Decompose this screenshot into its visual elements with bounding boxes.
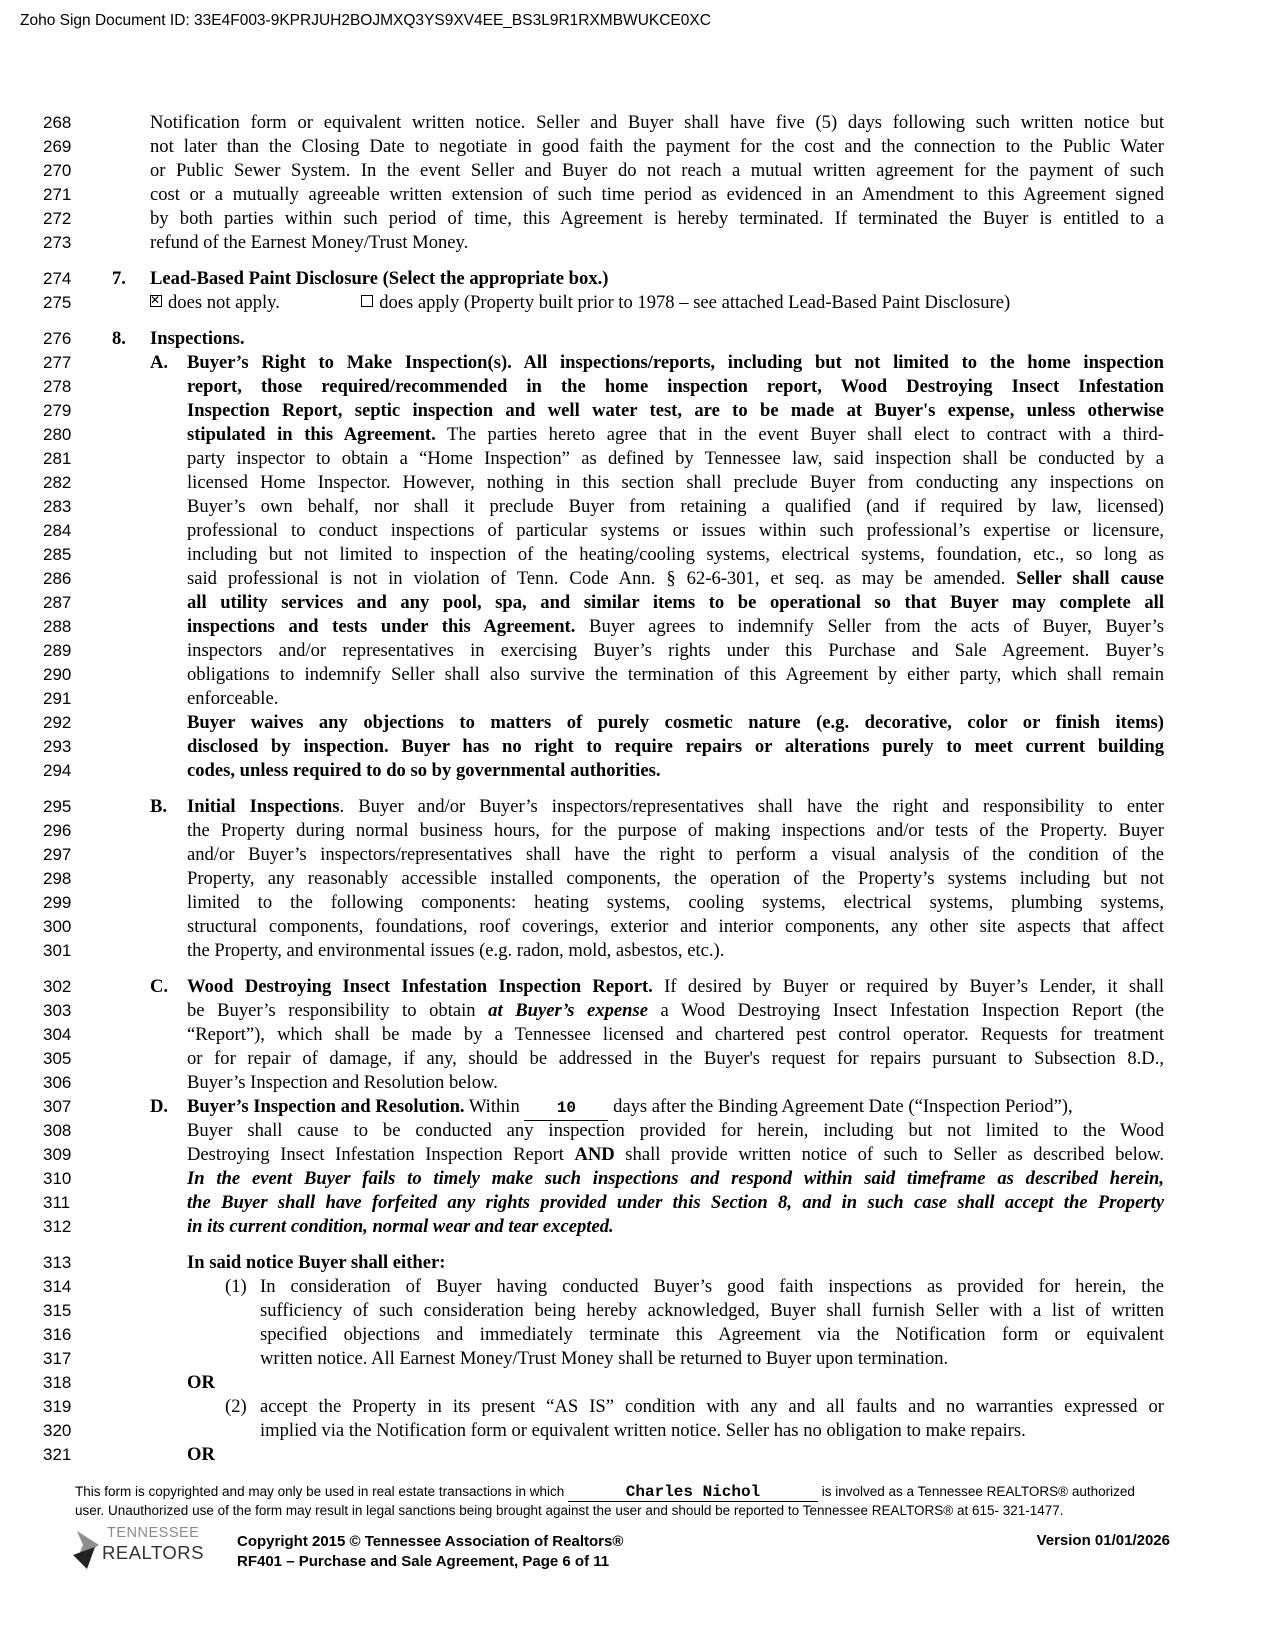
line-text: Buyer waives any objections to matters of purely cosmetic nature (e.g. decorative, color or finish items) <box>187 712 1164 733</box>
line-number: 286 <box>43 569 72 588</box>
line-289 <box>0 639 1275 663</box>
line-271 <box>0 183 1275 207</box>
logo-text-top: TENNESSEE <box>107 1525 200 1541</box>
line-number: 271 <box>43 185 72 204</box>
line-282 <box>0 471 1275 495</box>
document-body <box>0 111 1275 1467</box>
line-314 <box>0 1275 1275 1299</box>
line-281 <box>0 447 1275 471</box>
notice-text: This form is copyrighted and may only be used in real estate transactions in which <box>75 1484 568 1499</box>
copyright-block <box>237 1532 623 1572</box>
line-number: 296 <box>43 821 72 840</box>
plain-text: Buyer agrees to indemnify Seller from the acts of Buyer, Buyer’s <box>575 616 1164 637</box>
line-text: disclosed by inspection. Buyer has no right to require repairs or alterations purely to meet current building <box>187 736 1164 757</box>
line-308 <box>0 1119 1275 1143</box>
line-number: 290 <box>43 665 72 684</box>
line-number: 309 <box>43 1145 72 1164</box>
bold-text: AND <box>574 1144 615 1165</box>
copyright-notice <box>75 1483 1205 1519</box>
bold-text: inspections and tests under this Agreement. <box>187 616 576 637</box>
line-273 <box>0 231 1275 255</box>
line-288 <box>0 615 1275 639</box>
line-text: enforceable. <box>187 688 279 709</box>
line-number: 321 <box>43 1445 72 1464</box>
bold-italic-text: at Buyer’s expense <box>488 1000 648 1021</box>
line-text: inspectors and/or representatives in exercising Buyer’s rights under this Purchase and Sale Agreement. Buyer’s <box>187 640 1164 661</box>
line-text: Buyer shall cause to be conducted any inspection provided for herein, including but not limited to the Wood <box>187 1120 1164 1141</box>
line-number: 300 <box>43 917 72 936</box>
inspection-days-field[interactable]: 10 <box>524 1101 608 1121</box>
does-not-apply-label: does not apply. <box>168 292 280 313</box>
line-text: report, those required/recommended in the home inspection report, Wood Destroying Insect Infestation <box>187 376 1164 397</box>
line-number: 293 <box>43 737 72 756</box>
line-310 <box>0 1167 1275 1191</box>
line-number: 284 <box>43 521 72 540</box>
line-text: In consideration of Buyer having conducted Buyer’s good faith inspections as provided for herein, the <box>260 1276 1164 1297</box>
line-301 <box>0 939 1275 963</box>
bold-text: Wood Destroying Insect Infestation Inspection Report. <box>187 976 653 997</box>
line-295 <box>0 795 1275 819</box>
line-286 <box>0 567 1275 591</box>
line-text: Buyer’s Inspection and Resolution below. <box>187 1072 498 1093</box>
line-number: 277 <box>43 353 72 372</box>
line-311 <box>0 1191 1275 1215</box>
line-number: 283 <box>43 497 72 516</box>
line-number: 305 <box>43 1049 72 1068</box>
plain-text: Destroying Insect Infestation Inspection Report <box>187 1144 575 1165</box>
line-text <box>187 567 1164 591</box>
line-number: 319 <box>43 1397 72 1416</box>
line-text: including but not limited to inspection of the heating/cooling systems, electrical systems, foundation, etc., so long as <box>187 544 1164 565</box>
line-text: by both parties within such period of time, this Agreement is hereby terminated. If terminated the Buyer is entitled to a <box>150 208 1164 229</box>
line-320 <box>0 1419 1275 1443</box>
line-text: and/or Buyer’s inspectors/representatives shall have the right to perform a visual analysis of the condition of the <box>187 844 1164 865</box>
line-298 <box>0 867 1275 891</box>
line-text: Buyer’s Right to Make Inspection(s). All inspections/reports, including but not limited to the home inspection <box>187 352 1164 373</box>
line-text: cost or a mutually agreeable written extension of such time period as evidenced in an Amendment to this Agreement signed <box>150 184 1164 205</box>
line-number: 279 <box>43 401 72 420</box>
line-text <box>187 615 1164 639</box>
line-number: 298 <box>43 869 72 888</box>
line-text: or Public Sewer System. In the event Seller and Buyer do not reach a mutual written agreement for the payment of such <box>150 160 1164 181</box>
line-number: 292 <box>43 713 72 732</box>
line-text: In the event Buyer fails to timely make such inspections and respond within said timeframe as described herein, <box>187 1168 1164 1189</box>
line-number: 311 <box>43 1193 71 1212</box>
line-text <box>187 423 1164 447</box>
line-321 <box>0 1443 1275 1467</box>
line-285 <box>0 543 1275 567</box>
line-text <box>187 975 1164 999</box>
plain-text: If desired by Buyer or required by Buyer’s Lender, it shall <box>652 976 1164 997</box>
line-text: specified objections and immediately terminate this Agreement via the Notification form or equivalent <box>260 1324 1164 1345</box>
line-number: 282 <box>43 473 72 492</box>
line-number: 275 <box>43 293 72 312</box>
lead-paint-options <box>150 291 1164 315</box>
line-number: 269 <box>43 137 72 156</box>
line-274 <box>0 267 1275 291</box>
bold-text: Buyer’s Inspection and Resolution. <box>187 1096 465 1117</box>
line-text: Notification form or equivalent written notice. Seller and Buyer shall have five (5) days following such written notice but <box>150 112 1164 133</box>
tennessee-realtors-logo <box>73 1525 208 1573</box>
line-number: 291 <box>43 689 72 708</box>
line-number: 268 <box>43 113 72 132</box>
line-279 <box>0 399 1275 423</box>
line-text: the Property, and environmental issues (e.g. radon, mold, asbestos, etc.). <box>187 940 725 961</box>
line-text: Inspection Report, septic inspection and well water test, are to be made at Buyer's expense, unless otherwise <box>187 400 1164 421</box>
section-number: 8. <box>112 328 126 349</box>
line-296 <box>0 819 1275 843</box>
line-319 <box>0 1395 1275 1419</box>
line-316 <box>0 1323 1275 1347</box>
line-number: 299 <box>43 893 72 912</box>
line-318 <box>0 1371 1275 1395</box>
line-309 <box>0 1143 1275 1167</box>
line-number: 306 <box>43 1073 72 1092</box>
bold-text: stipulated in this Agreement. <box>187 424 436 445</box>
line-315 <box>0 1299 1275 1323</box>
subsection-mark: B. <box>150 796 168 817</box>
line-text: the Property during normal business hours, for the purpose of making inspections and/or tests of the Property. Buyer <box>187 820 1164 841</box>
line-292 <box>0 711 1275 735</box>
line-text <box>187 795 1164 819</box>
line-312 <box>0 1215 1275 1239</box>
form-title: RF401 – Purchase and Sale Agreement, Page 6 of 11 <box>237 1553 610 1570</box>
line-number: 301 <box>43 941 72 960</box>
logo-text-bottom: REALTORS <box>102 1542 205 1563</box>
line-number: 317 <box>43 1349 72 1368</box>
line-number: 272 <box>43 209 72 228</box>
line-287 <box>0 591 1275 615</box>
line-275 <box>0 291 1275 315</box>
line-291 <box>0 687 1275 711</box>
line-number: 287 <box>43 593 72 612</box>
line-number: 318 <box>43 1373 72 1392</box>
line-number: 308 <box>43 1121 72 1140</box>
line-276 <box>0 327 1275 351</box>
line-280 <box>0 423 1275 447</box>
line-294 <box>0 759 1275 783</box>
plain-text: a Wood Destroying Insect Infestation Inspection Report (the <box>647 1000 1164 1021</box>
line-number: 303 <box>43 1001 72 1020</box>
line-269 <box>0 135 1275 159</box>
plain-text: Within <box>464 1096 525 1117</box>
line-text <box>187 1143 1164 1167</box>
bold-text: Seller shall cause <box>1016 568 1164 589</box>
line-number: 285 <box>43 545 72 564</box>
line-text: structural components, foundations, roof coverings, exterior and interior components, any other site aspects that affect <box>187 916 1164 937</box>
licensee-name-field[interactable]: Charles Nichol <box>568 1485 818 1502</box>
line-number: 314 <box>43 1277 72 1296</box>
subsection-mark: A. <box>150 352 169 373</box>
line-299 <box>0 891 1275 915</box>
line-text: OR <box>187 1444 215 1465</box>
line-number: 316 <box>43 1325 72 1344</box>
notice-text: is involved as a Tennessee REALTORS® authorized <box>818 1484 1135 1499</box>
line-278 <box>0 375 1275 399</box>
version-label: Version 01/01/2026 <box>1036 1532 1170 1549</box>
subsection-mark: D. <box>150 1096 169 1117</box>
line-number: 280 <box>43 425 72 444</box>
line-number: 297 <box>43 845 72 864</box>
line-text: Buyer’s own behalf, nor shall it preclude Buyer from retaining a qualified (and if required by law, licensed) <box>187 496 1164 517</box>
document-id: Zoho Sign Document ID: 33E4F003-9KPRJUH2BOJMXQ3YS9XV4EE_BS3L9R1RXMBWUKCE0XC <box>20 12 711 29</box>
line-text: limited to the following components: heating systems, cooling systems, electrical systems, plumbing systems, <box>187 892 1164 913</box>
line-text: accept the Property in its present “AS IS” condition with any and all faults and no warranties expressed or <box>260 1396 1164 1417</box>
line-302 <box>0 975 1275 999</box>
line-text: obligations to indemnify Seller shall also survive the termination of this Agreement by either party, which shall remain <box>187 664 1164 685</box>
line-number: 304 <box>43 1025 72 1044</box>
line-text: codes, unless required to do so by governmental authorities. <box>187 760 661 781</box>
line-number: 313 <box>43 1253 72 1272</box>
line-307 <box>0 1095 1275 1119</box>
line-text: or for repair of damage, if any, should be addressed in the Buyer's request for repairs pursuant to Subsection 8.D., <box>187 1048 1164 1069</box>
plain-text: The parties hereto agree that in the event Buyer shall elect to contract with a third- <box>435 424 1164 445</box>
line-text <box>187 1095 1164 1121</box>
copyright-text: Copyright 2015 © Tennessee Association of Realtors® <box>237 1533 624 1550</box>
line-270 <box>0 159 1275 183</box>
line-text: “Report”), which shall be made by a Tennessee licensed and chartered pest control operator. Requests for treatment <box>187 1024 1164 1045</box>
line-number: 289 <box>43 641 72 660</box>
line-number: 307 <box>43 1097 72 1116</box>
line-304 <box>0 1023 1275 1047</box>
does-apply-checkbox[interactable] <box>361 295 373 307</box>
plain-text: . Buyer and/or Buyer’s inspectors/representatives shall have the right and responsibility to enter <box>339 796 1164 817</box>
line-293 <box>0 735 1275 759</box>
line-number: 274 <box>43 269 72 288</box>
does-apply-label: does apply (Property built prior to 1978 – see attached Lead-Based Paint Disclosure) <box>379 292 1011 313</box>
line-number: 310 <box>43 1169 72 1188</box>
line-300 <box>0 915 1275 939</box>
line-305 <box>0 1047 1275 1071</box>
does-not-apply-checkbox[interactable] <box>150 295 162 307</box>
line-text: Property, any reasonably accessible installed components, the operation of the Property’s systems including but not <box>187 868 1164 889</box>
line-283 <box>0 495 1275 519</box>
line-text: written notice. All Earnest Money/Trust Money shall be returned to Buyer upon termination. <box>260 1348 949 1369</box>
line-number: 281 <box>43 449 72 468</box>
line-277 <box>0 351 1275 375</box>
line-number: 270 <box>43 161 72 180</box>
line-number: 312 <box>43 1217 72 1236</box>
plain-text: said professional is not in violation of Tenn. Code Ann. § 62-6-301, et seq. as may be amended. <box>187 568 1017 589</box>
line-text: professional to conduct inspections of particular systems or issues within such professional’s expertise or licensure, <box>187 520 1164 541</box>
line-306 <box>0 1071 1275 1095</box>
plain-text: be Buyer’s responsibility to obtain <box>187 1000 489 1021</box>
line-number: 302 <box>43 977 72 996</box>
section-title: Lead-Based Paint Disclosure (Select the appropriate box.) <box>150 268 609 289</box>
line-number: 288 <box>43 617 72 636</box>
line-number: 315 <box>43 1301 72 1320</box>
plain-text: shall provide written notice of such to Seller as described below. <box>614 1144 1164 1165</box>
line-text: party inspector to obtain a “Home Inspection” as defined by Tennessee law, said inspection shall be conducted by a <box>187 448 1164 469</box>
line-text: In said notice Buyer shall either: <box>187 1252 446 1273</box>
line-text: all utility services and any pool, spa, and similar items to be operational so that Buyer may complete all <box>187 592 1164 613</box>
line-text: refund of the Earnest Money/Trust Money. <box>150 232 469 253</box>
line-number: 278 <box>43 377 72 396</box>
line-313 <box>0 1251 1275 1275</box>
line-268 <box>0 111 1275 135</box>
line-number: 273 <box>43 233 72 252</box>
line-number: 276 <box>43 329 72 348</box>
line-text: licensed Home Inspector. However, nothing in this section shall preclude Buyer from conducting any inspections on <box>187 472 1164 493</box>
line-284 <box>0 519 1275 543</box>
line-text: not later than the Closing Date to negotiate in good faith the payment for the cost and the connection to the Public Water <box>150 136 1164 157</box>
option-mark: (2) <box>225 1396 247 1417</box>
line-317 <box>0 1347 1275 1371</box>
section-title: Inspections. <box>150 328 245 349</box>
line-303 <box>0 999 1275 1023</box>
line-text: the Buyer shall have forfeited any rights provided under this Section 8, and in such case shall accept the Property <box>187 1192 1164 1213</box>
line-297 <box>0 843 1275 867</box>
line-text: sufficiency of such consideration being hereby acknowledged, Buyer shall furnish Seller with a list of written <box>260 1300 1164 1321</box>
line-290 <box>0 663 1275 687</box>
plain-text: days after the Binding Agreement Date (“Inspection Period”), <box>608 1096 1073 1117</box>
notice-text: user. Unauthorized use of the form may result in legal sanctions being brought against the user and should be reported to Tennessee REALTORS® at 615- 321-1477. <box>75 1503 1064 1518</box>
line-text: implied via the Notification form or equivalent written notice. Seller has no obligation to make repairs. <box>260 1420 1026 1441</box>
option-mark: (1) <box>225 1276 247 1297</box>
line-number: 320 <box>43 1421 72 1440</box>
subsection-mark: C. <box>150 976 169 997</box>
section-number: 7. <box>112 268 126 289</box>
line-text <box>187 999 1164 1023</box>
line-number: 295 <box>43 797 72 816</box>
line-text: in its current condition, normal wear and tear excepted. <box>187 1216 614 1237</box>
line-number: 294 <box>43 761 72 780</box>
bold-text: Initial Inspections <box>187 796 340 817</box>
line-272 <box>0 207 1275 231</box>
line-text: OR <box>187 1372 215 1393</box>
